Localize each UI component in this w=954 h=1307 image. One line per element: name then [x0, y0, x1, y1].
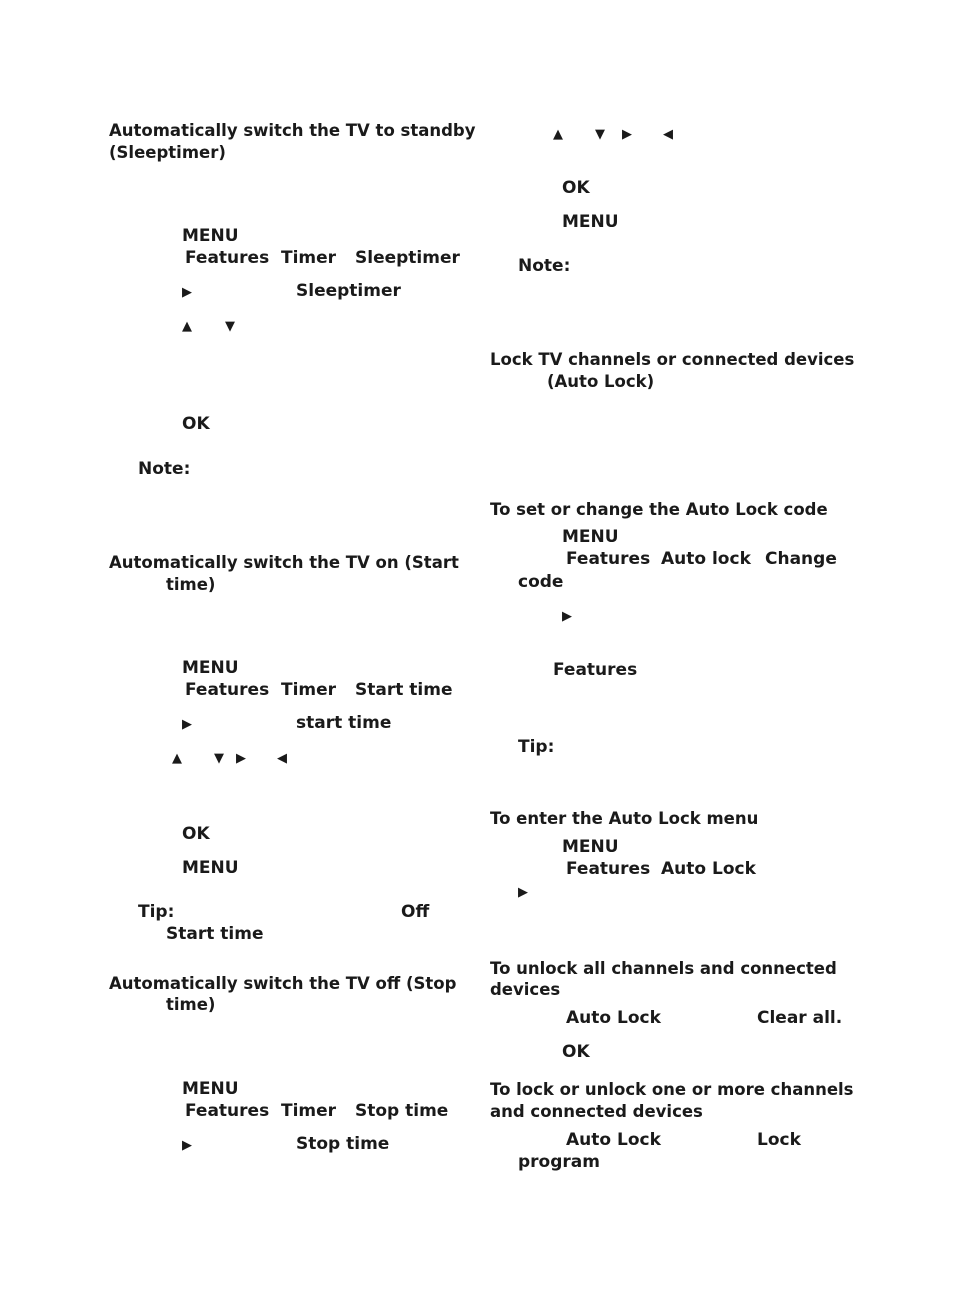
section-heading: Automatically switch the TV on (Start — [109, 553, 459, 572]
subsection-heading-cont: devices — [490, 980, 561, 999]
program-label: program — [518, 1152, 600, 1172]
path-stop-time: Stop time — [355, 1101, 449, 1121]
tip-label: Tip: — [518, 737, 555, 757]
ok-key-label: OK — [562, 1042, 590, 1062]
section-heading-cont: (Auto Lock) — [547, 372, 655, 391]
note-label: Note: — [518, 256, 571, 276]
stop-time-label: Stop time — [296, 1134, 390, 1154]
subsection-heading: To unlock all channels and connected — [490, 959, 837, 978]
menu-key-label: MENU — [182, 226, 239, 246]
path-auto-lock: Auto lock — [661, 549, 751, 569]
section-heading-cont: (Sleeptimer) — [109, 143, 226, 162]
menu-key-label: MENU — [562, 837, 619, 857]
arrow-left-icon: ◀ — [663, 127, 673, 142]
note-label: Note: — [138, 459, 191, 479]
menu-key-label: MENU — [182, 658, 239, 678]
menu-key-label: MENU — [182, 858, 239, 878]
start-time-ref: Start time — [166, 924, 264, 944]
features-label: Features — [553, 660, 638, 680]
path-features: Features — [185, 1101, 270, 1121]
start-time-label: start time — [296, 713, 392, 733]
section-heading-cont: time) — [166, 995, 216, 1014]
arrow-right-icon: ▶ — [518, 885, 528, 900]
path-start-time: Start time — [355, 680, 453, 700]
path-features: Features — [185, 680, 270, 700]
lock-label: Lock — [757, 1130, 801, 1150]
auto-lock-label: Auto Lock — [566, 1008, 661, 1028]
sleeptimer-label: Sleeptimer — [296, 281, 401, 301]
path-auto-lock: Auto Lock — [661, 859, 756, 879]
subsection-heading: To set or change the Auto Lock code — [490, 500, 828, 519]
arrow-up-icon: ▲ — [182, 319, 192, 334]
off-label: Off — [401, 902, 430, 922]
menu-key-label: MENU — [562, 527, 619, 547]
clear-all-label: Clear all. — [757, 1008, 843, 1028]
section-heading: Lock TV channels or connected devices — [490, 350, 855, 369]
subsection-heading-cont: and connected devices — [490, 1102, 703, 1121]
ok-key-label: OK — [182, 824, 210, 844]
section-heading-cont: time) — [166, 575, 216, 594]
tip-label: Tip: — [138, 902, 175, 922]
path-timer: Timer — [281, 680, 337, 700]
arrow-right-icon: ▶ — [182, 717, 192, 732]
path-change: Change — [765, 549, 837, 569]
section-heading: Automatically switch the TV off (Stop — [109, 974, 457, 993]
arrow-up-icon: ▲ — [172, 751, 182, 766]
arrow-down-icon: ▼ — [214, 751, 224, 766]
ok-key-label: OK — [182, 414, 210, 434]
path-timer: Timer — [281, 1101, 337, 1121]
path-code: code — [518, 572, 564, 592]
path-features: Features — [566, 549, 651, 569]
auto-lock-label: Auto Lock — [566, 1130, 661, 1150]
path-timer: Timer — [281, 248, 337, 268]
arrow-right-icon: ▶ — [562, 609, 572, 624]
arrow-left-icon: ◀ — [277, 751, 287, 766]
arrow-right-icon: ▶ — [622, 127, 632, 142]
arrow-down-icon: ▼ — [595, 127, 605, 142]
arrow-right-icon: ▶ — [236, 751, 246, 766]
arrow-right-icon: ▶ — [182, 285, 192, 300]
subsection-heading: To enter the Auto Lock menu — [490, 809, 759, 828]
section-heading: Automatically switch the TV to standby — [109, 121, 476, 140]
subsection-heading: To lock or unlock one or more channels — [490, 1080, 854, 1099]
menu-key-label: MENU — [562, 212, 619, 232]
path-features: Features — [566, 859, 651, 879]
path-features: Features — [185, 248, 270, 268]
arrow-down-icon: ▼ — [225, 319, 235, 334]
arrow-up-icon: ▲ — [553, 127, 563, 142]
ok-key-label: OK — [562, 178, 590, 198]
arrow-right-icon: ▶ — [182, 1138, 192, 1153]
path-sleeptimer: Sleeptimer — [355, 248, 460, 268]
menu-key-label: MENU — [182, 1079, 239, 1099]
